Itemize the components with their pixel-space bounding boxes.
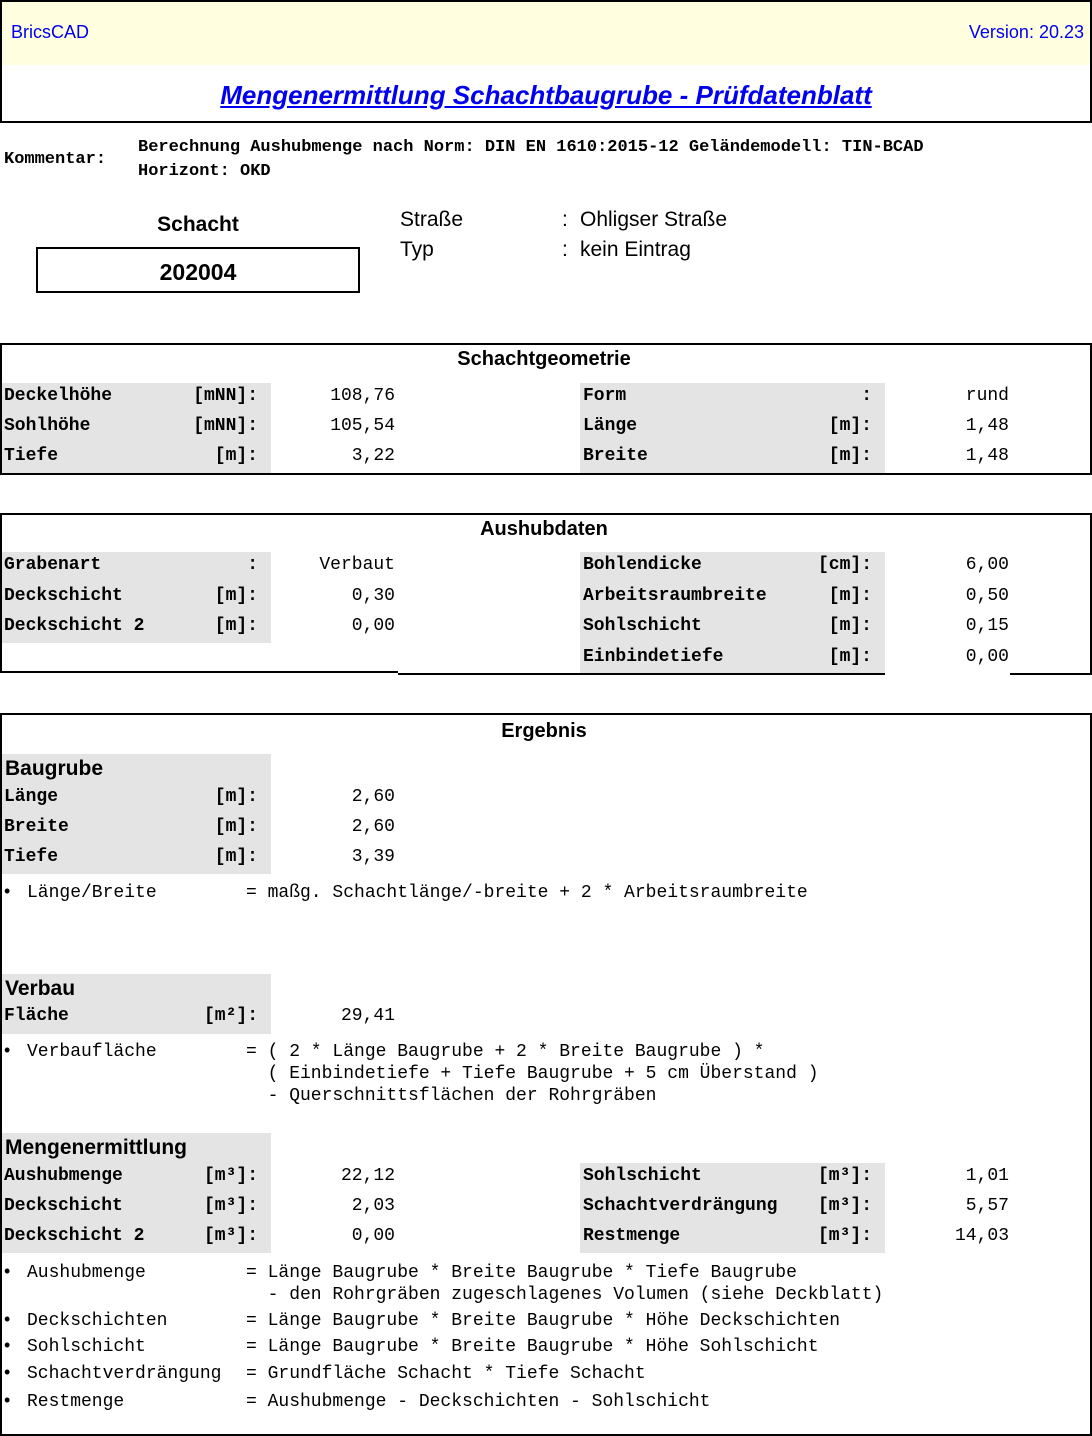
comment-label: Kommentar: [4, 150, 107, 169]
formula-line: ( Einbindetiefe + Tiefe Baugrube + 5 cm Überstand ) [246, 1064, 819, 1084]
field-unit: [m²]: [203, 1006, 258, 1026]
schacht-id: 202004 [36, 247, 360, 293]
field-unit: [m³]: [817, 1166, 872, 1186]
formula-line: - Querschnittsflächen der Rohrgräben [246, 1086, 657, 1106]
formula-name: Deckschichten [27, 1311, 168, 1331]
info-value-typ: kein Eintrag [580, 238, 691, 261]
field-label: Deckschicht 2 [4, 616, 145, 636]
subsection-heading: Baugrube [5, 757, 104, 780]
field-label: Deckschicht [4, 585, 123, 606]
field-value: 5,57 [965, 1196, 1009, 1216]
field-label: Arbeitsraumbreite [583, 585, 767, 606]
formula-name: Länge/Breite [27, 883, 157, 903]
subsection-heading: Verbau [5, 977, 76, 1000]
field-value: 108,76 [330, 386, 395, 406]
field-value: 0,30 [351, 585, 395, 606]
info-label-strasse: Straße [400, 208, 464, 231]
field-value: 2,60 [351, 787, 395, 807]
field-label: Sohlschicht [583, 1166, 702, 1186]
field-unit: [m³]: [203, 1166, 258, 1186]
field-label: Form [583, 386, 627, 406]
field-value: 1,01 [965, 1166, 1009, 1186]
info-colon: : [562, 208, 568, 231]
formula-line: = Länge Baugrube * Breite Baugrube * Höhe Deckschichten [246, 1311, 841, 1331]
section-title: Aushubdaten [480, 518, 608, 540]
field-value: 2,03 [351, 1196, 395, 1216]
field-label: Länge [583, 416, 638, 436]
field-label: Deckschicht [4, 1196, 123, 1216]
field-unit: [m³]: [817, 1196, 872, 1216]
field-unit: [m]: [828, 416, 872, 436]
formula-name: Sohlschicht [27, 1337, 146, 1357]
formula-name: Verbaufläche [27, 1042, 157, 1062]
field-unit: [m³]: [203, 1196, 258, 1216]
field-value: 22,12 [340, 1166, 395, 1186]
field-label: Schachtverdrängung [583, 1196, 778, 1216]
title-bar [0, 65, 1092, 123]
field-label: Länge [4, 787, 59, 807]
page-title[interactable]: Mengenermittlung Schachtbaugrube - Prüfdatenblatt [220, 80, 872, 110]
field-unit: [m]: [214, 585, 258, 606]
formula-line: = Länge Baugrube * Breite Baugrube * Tiefe Baugrube [246, 1263, 797, 1283]
field-unit: [m³]: [203, 1226, 258, 1246]
field-value: 14,03 [954, 1226, 1009, 1246]
field-value: 0,00 [351, 616, 395, 636]
box-border [0, 671, 398, 673]
formula-name: Restmenge [27, 1392, 125, 1412]
comment-line: Horizont: OKD [138, 162, 271, 181]
schacht-label: Schacht [157, 213, 239, 236]
field-label: Grabenart [4, 555, 102, 575]
field-value: 0,15 [965, 616, 1009, 636]
bullet-icon: • [4, 1335, 11, 1355]
field-unit: [m]: [214, 446, 258, 466]
field-value: 0,00 [965, 646, 1009, 667]
field-label: Deckelhöhe [4, 386, 113, 406]
field-value: 0,50 [965, 585, 1009, 606]
field-unit: [cm]: [817, 555, 872, 575]
field-unit: [m]: [214, 847, 258, 867]
field-label: Fläche [4, 1006, 69, 1026]
box-border [580, 673, 885, 675]
version-label: Version: 20.23 [968, 22, 1084, 42]
field-value: 2,60 [351, 817, 395, 837]
field-value: 0,00 [351, 1226, 395, 1246]
formula-line: = Grundfläche Schacht * Tiefe Schacht [246, 1364, 646, 1384]
field-label: Sohlhöhe [4, 416, 91, 436]
formula-line: = maßg. Schachtlänge/-breite + 2 * Arbeitsraumbreite [246, 883, 808, 903]
field-value: 1,48 [965, 446, 1009, 466]
section-title: Schachtgeometrie [457, 348, 631, 370]
formula-line: = Länge Baugrube * Breite Baugrube * Höhe Sohlschicht [246, 1337, 819, 1357]
field-value: 29,41 [340, 1006, 395, 1026]
field-label: Deckschicht 2 [4, 1226, 145, 1246]
field-unit: [m]: [828, 446, 872, 466]
info-label-typ: Typ [400, 238, 434, 261]
field-label: Breite [4, 817, 69, 837]
app-name: BricsCAD [11, 22, 90, 42]
field-value: rund [965, 386, 1009, 406]
formula-line: = ( 2 * Länge Baugrube + 2 * Breite Baugrube ) * [246, 1042, 765, 1062]
field-label: Bohlendicke [583, 555, 702, 575]
field-unit: [m]: [214, 817, 258, 837]
field-label: Aushubmenge [4, 1166, 123, 1186]
field-label: Tiefe [4, 446, 59, 466]
field-unit: [m]: [214, 787, 258, 807]
field-value: 105,54 [330, 416, 395, 436]
app-header [0, 0, 1092, 67]
comment-line: Berechnung Aushubmenge nach Norm: DIN EN 1610:2015-12 Geländemodell: TIN-BCAD [138, 138, 924, 157]
field-unit: [mNN]: [193, 386, 258, 406]
field-unit: [m³]: [817, 1226, 872, 1246]
bullet-icon: • [4, 1362, 11, 1382]
field-label: Einbindetiefe [583, 646, 724, 667]
formula-name: Aushubmenge [27, 1263, 146, 1283]
formula-line: - den Rohrgräben zugeschlagenes Volumen (siehe Deckblatt) [246, 1285, 884, 1305]
section-title: Ergebnis [501, 720, 587, 742]
box-border [398, 673, 580, 675]
field-unit: : [247, 555, 258, 575]
bullet-icon: • [4, 1040, 11, 1060]
field-value: 3,39 [351, 847, 395, 867]
field-label: Restmenge [583, 1226, 681, 1246]
field-label: Sohlschicht [583, 616, 702, 636]
field-label: Tiefe [4, 847, 59, 867]
field-unit: [m]: [828, 646, 872, 667]
bullet-icon: • [4, 1261, 11, 1281]
subsection-heading: Mengenermittlung [5, 1136, 187, 1159]
field-value: 1,48 [965, 416, 1009, 436]
field-unit: [m]: [828, 585, 872, 606]
bullet-icon: • [4, 1390, 11, 1410]
field-unit: [m]: [214, 616, 258, 636]
field-unit: [mNN]: [193, 416, 258, 436]
box-border [1010, 673, 1092, 675]
bullet-icon: • [4, 881, 11, 901]
field-value: 3,22 [351, 446, 395, 466]
formula-name: Schachtverdrängung [27, 1364, 222, 1384]
field-unit: [m]: [828, 616, 872, 636]
formula-line: = Aushubmenge - Deckschichten - Sohlschicht [246, 1392, 711, 1412]
info-value-strasse: Ohligser Straße [580, 208, 728, 231]
field-unit: : [861, 386, 872, 406]
bullet-icon: • [4, 1309, 11, 1329]
field-label: Breite [583, 446, 648, 466]
field-value: Verbaut [319, 555, 395, 575]
field-value: 6,00 [965, 555, 1009, 575]
info-colon: : [562, 238, 568, 261]
